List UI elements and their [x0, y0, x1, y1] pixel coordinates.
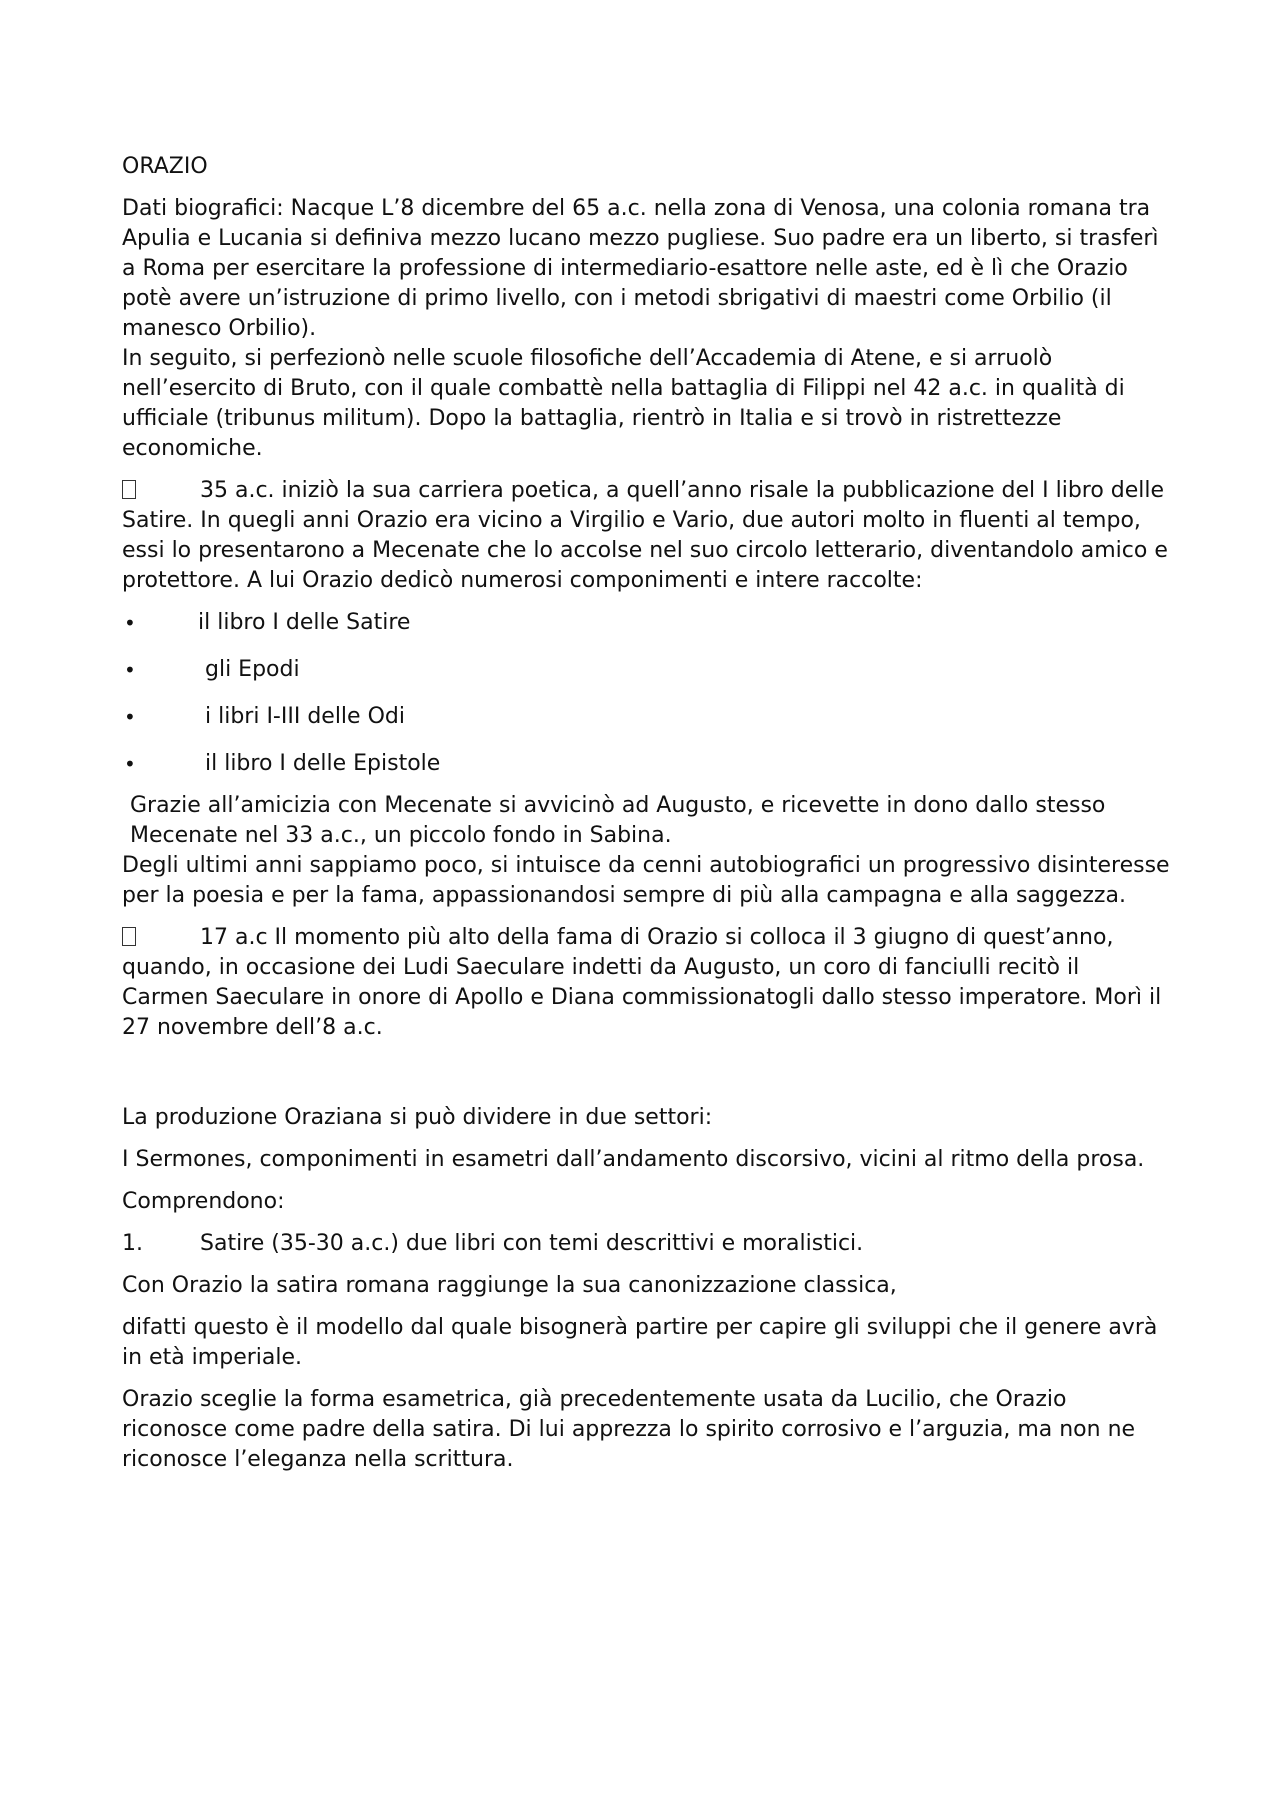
bullet-icon: • [124, 658, 136, 682]
list-item-text: gli Epodi [198, 657, 300, 682]
list-item [122, 608, 1172, 638]
paragraph-fame-17-text: 17 a.c Il momento più alto della fama di Orazio si colloca il 3 giugno di quest’anno, quando, in occasione dei Ludi Saeculare indetti da Augusto, un coro di fanciulli recitò il Carmen Saeculare in onore di Apollo e Diana commissionatogli dallo stesso imperatore. Morì il 27 novembre dell’8 a.c. [122, 925, 1162, 1040]
document-body [122, 152, 1172, 1487]
list-item-text: i libri I-III delle Odi [198, 704, 405, 729]
missing-glyph-box-icon [122, 927, 136, 946]
paragraph-career-35 [122, 476, 1172, 596]
paragraph-satira-model: difatti questo è il modello dal quale bisognerà partire per capire gli sviluppi che il genere avrà in età imperiale. [122, 1315, 1158, 1370]
list-item [122, 655, 1172, 685]
document-title: ORAZIO [122, 154, 208, 179]
missing-glyph-box-icon [122, 480, 136, 499]
list-item [122, 749, 1172, 779]
paragraph-augusto: Grazie all’amicizia con Mecenate si avvicinò ad Augusto, e ricevette in dono dallo stesso Mecenate nel 33 a.c., un piccolo fondo in Sabina. [130, 793, 1106, 848]
numbered-list-item-text: Satire (35-30 a.c.) due libri con temi descrittivi e moralistici. [200, 1231, 864, 1256]
paragraph-bio-2: In seguito, si perfezionò nelle scuole filosofiche dell’Accademia di Atene, e si arruolò nell’esercito di Bruto, con il quale combattè nella battaglia di Filippi nel 42 a.c. in qualità di ufficiale (tribunus militum). Dopo la battaglia, rientrò in Italia e si trovò in ristrettezze economiche. [122, 346, 1125, 461]
paragraph-career-35-text: 35 a.c. iniziò la sua carriera poetica, a quell’anno risale la pubblicazione del I libro delle Satire. In quegli anni Orazio era vicino a Virgilio e Vario, due autori molto in fluenti al tempo, essi lo presentarono a Mecenate che lo accolse nel suo circolo letterario, diventandolo amico e protettore. A lui Orazio dedicò numerosi componimenti e intere raccolte: [122, 478, 1168, 593]
bullet-icon: • [124, 611, 136, 635]
paragraph-esametro: Orazio sceglie la forma esametrica, già precedentemente usata da Lucilio, che Orazio riconosce come padre della satira. Di lui apprezza lo spirito corrosivo e l’arguzia, ma non ne riconosce l’eleganza nella scrittura. [122, 1387, 1136, 1472]
list-item-text: il libro I delle Satire [198, 610, 411, 635]
works-list [122, 608, 1172, 779]
paragraph-last-years: Degli ultimi anni sappiamo poco, si intuisce da cenni autobiografici un progressivo disinteresse per la poesia e per la fama, appassionandosi sempre di più alla campagna e alla saggezza. [122, 853, 1170, 908]
bullet-icon: • [124, 752, 136, 776]
paragraph-comprendono: Comprendono: [122, 1189, 285, 1214]
paragraph-bio-1: Dati biografici: Nacque L’8 dicembre del 65 a.c. nella zona di Venosa, una colonia romana tra Apulia e Lucania si definiva mezzo lucano mezzo pugliese. Suo padre era un liberto, si trasferì a Roma per esercitare la professione di intermediario-esattore nelle aste, ed è lì che Orazio potè avere un’istruzione di primo livello, con i metodi sbrigativi di maestri come Orbilio (il manesco Orbilio). [122, 196, 1159, 341]
paragraph-sermones: I Sermones, componimenti in esametri dall’andamento discorsivo, vicini al ritmo della prosa. [122, 1147, 1145, 1172]
numbered-list-item [122, 1229, 1172, 1259]
paragraph-satira-canon: Con Orazio la satira romana raggiunge la sua canonizzazione classica, [122, 1273, 897, 1298]
paragraph-fame-17 [122, 923, 1172, 1043]
bullet-icon: • [124, 705, 136, 729]
paragraph-production: La produzione Oraziana si può dividere in due settori: [122, 1105, 713, 1130]
blank-spacer [122, 1055, 1172, 1103]
list-number: 1. [122, 1231, 143, 1256]
list-item-text: il libro I delle Epistole [198, 751, 441, 776]
list-item [122, 702, 1172, 732]
